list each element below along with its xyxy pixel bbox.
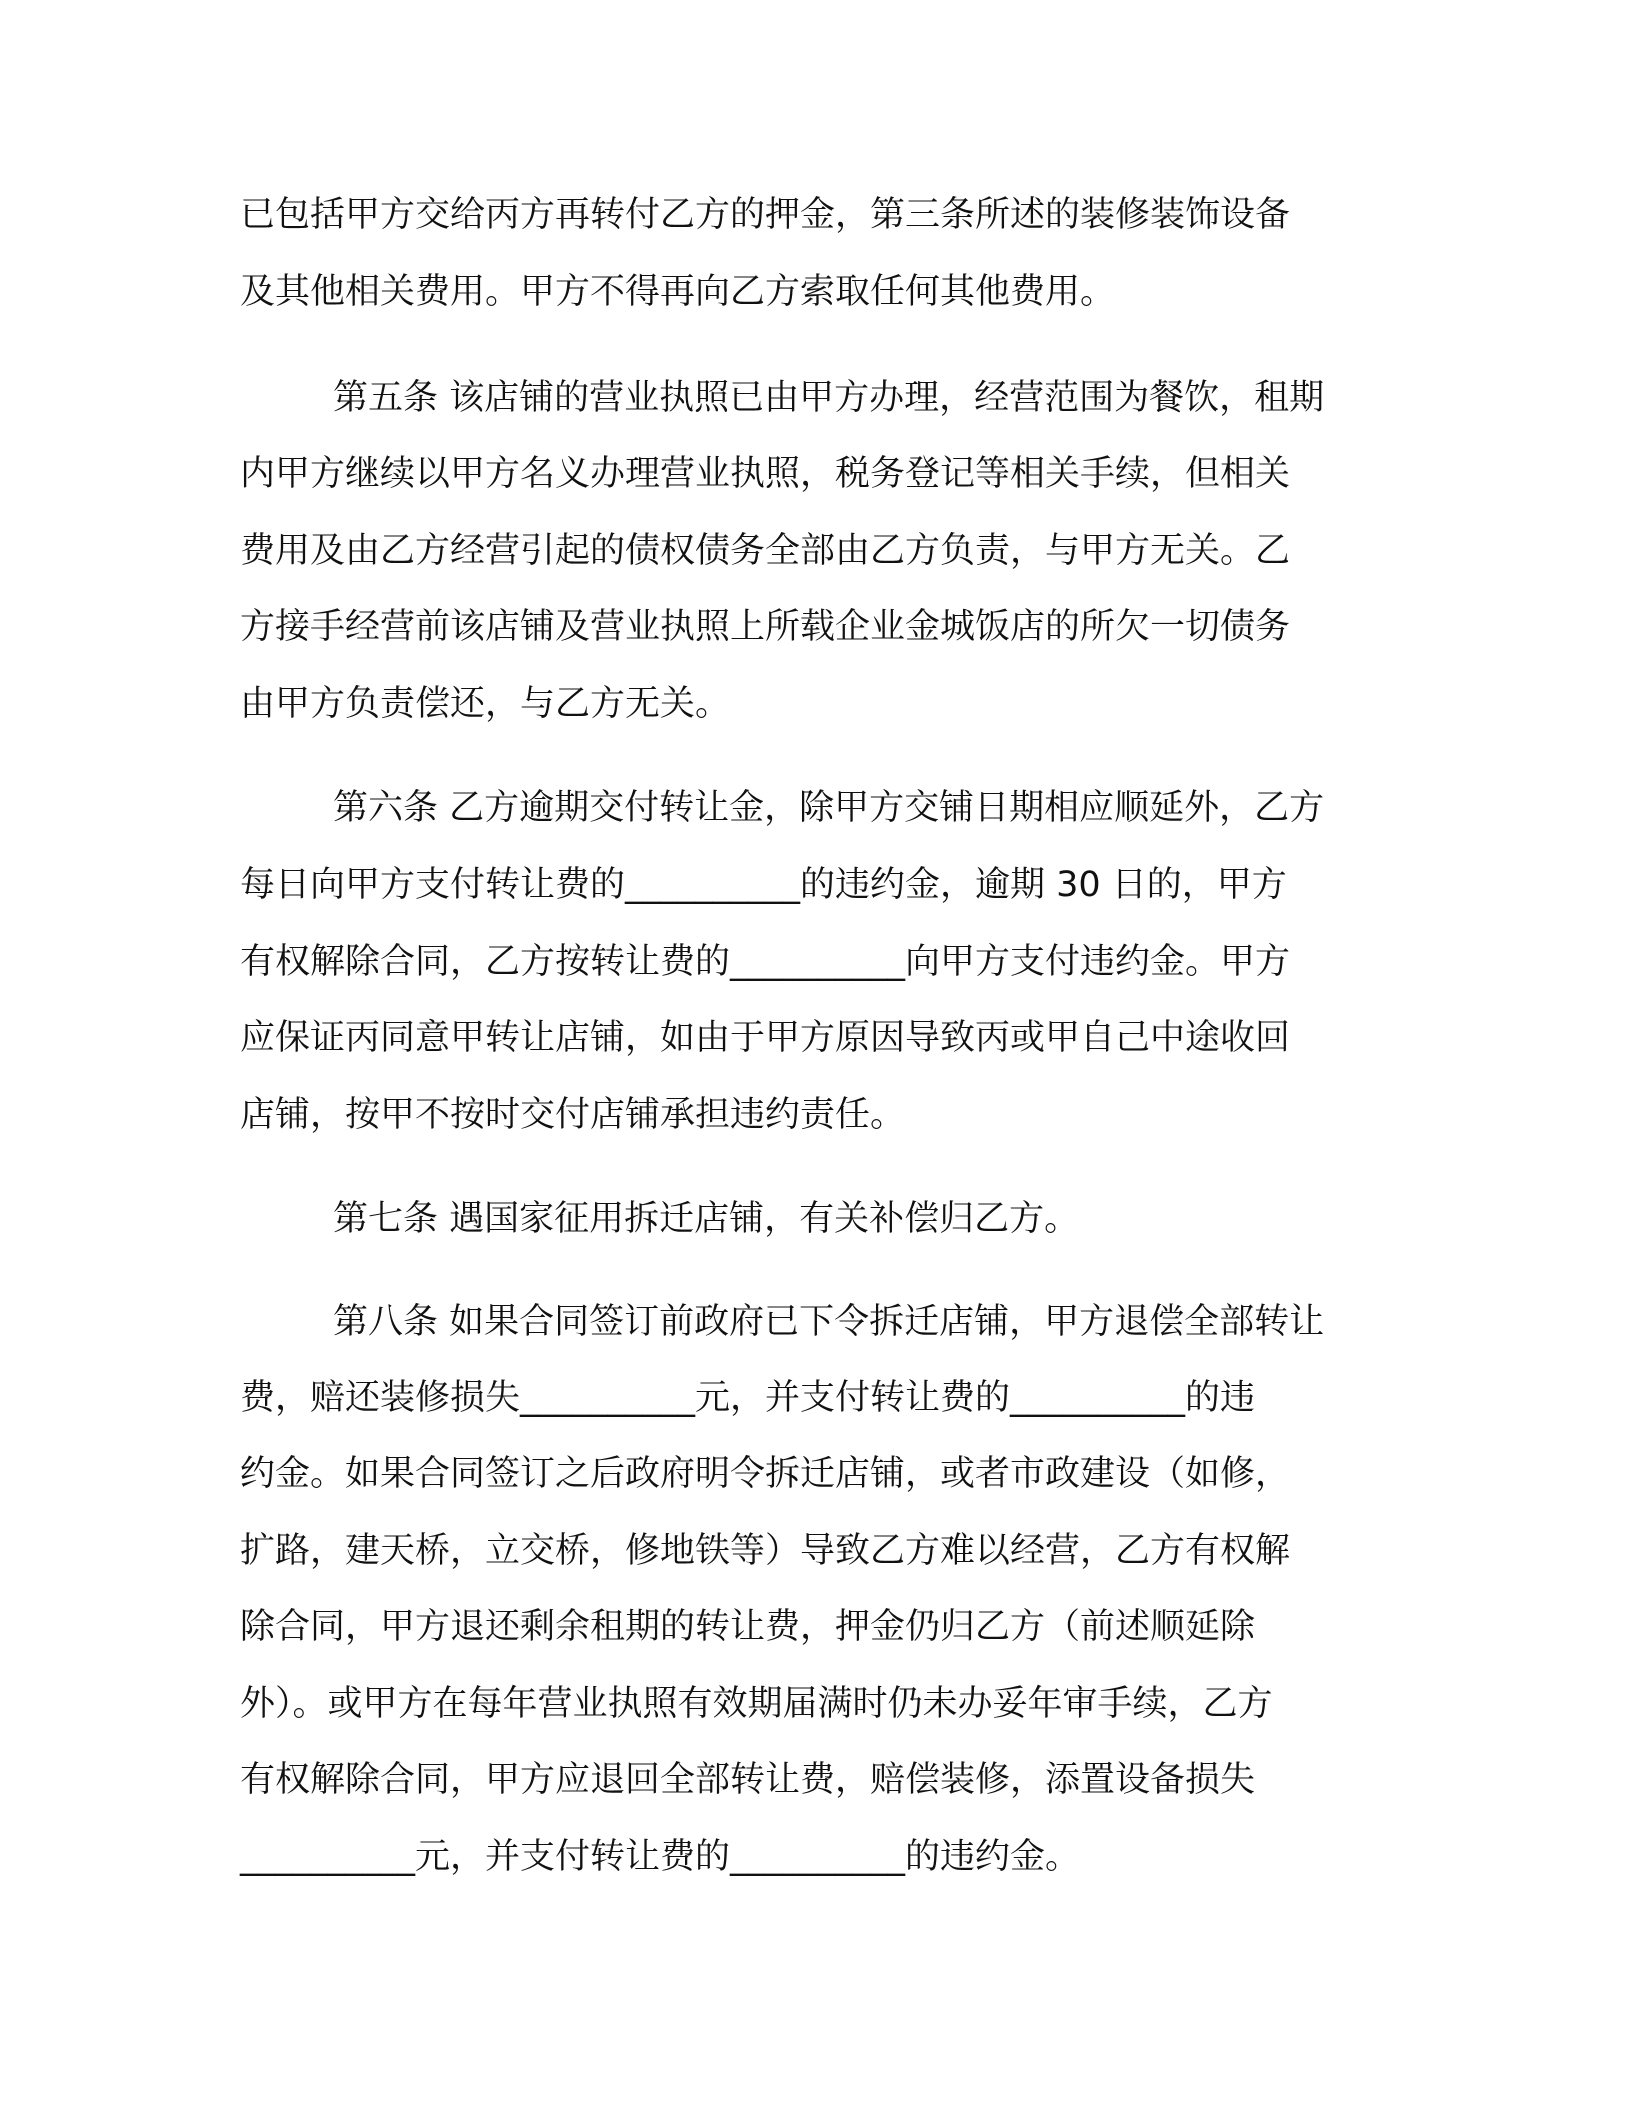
text-line: 及其他相关费用。甲方不得再向乙方索取任何其他费用。 xyxy=(240,272,1116,312)
text-line: 有权解除合同，乙方按转让费的__________向甲方支付违约金。甲方 xyxy=(240,942,1291,982)
text-line: 扩路，建天桥，立交桥，修地铁等）导致乙方难以经营，乙方有权解 xyxy=(240,1531,1291,1571)
text-line: 应保证丙同意甲转让店铺，如由于甲方原因导致丙或甲自己中途收回 xyxy=(240,1018,1291,1058)
article-5-heading-line: 第五条 该店铺的营业执照已由甲方办理，经营范围为餐饮，租期 xyxy=(333,378,1325,418)
text-line: 费用及由乙方经营引起的债权债务全部由乙方负责，与甲方无关。乙 xyxy=(240,531,1291,571)
text-line: 费，赔还装修损失__________元，并支付转让费的__________的违 xyxy=(240,1378,1256,1418)
text-line: 外）。或甲方在每年营业执照有效期届满时仍未办妥年审手续，乙方 xyxy=(240,1684,1273,1724)
text-line: 除合同，甲方退还剩余租期的转让费，押金仍归乙方（前述顺延除 xyxy=(240,1607,1256,1647)
article-6-heading-line: 第六条 乙方逾期交付转让金，除甲方交铺日期相应顺延外，乙方 xyxy=(333,788,1325,828)
text-line: 方接手经营前该店铺及营业执照上所载企业金城饭店的所欠一切债务 xyxy=(240,607,1291,647)
article-7-line: 第七条 遇国家征用拆迁店铺，有关补偿归乙方。 xyxy=(333,1199,1080,1239)
text-line: 约金。如果合同签订之后政府明令拆迁店铺，或者市政建设（如修， xyxy=(240,1454,1291,1494)
text-line: 由甲方负责偿还，与乙方无关。 xyxy=(240,684,731,724)
text-line: 每日向甲方支付转让费的__________的违约金，逾期 30 日的，甲方 xyxy=(240,865,1287,905)
text-line: 内甲方继续以甲方名义办理营业执照，税务登记等相关手续，但相关 xyxy=(240,454,1291,494)
text-line: 有权解除合同，甲方应退回全部转让费，赔偿装修，添置设备损失 xyxy=(240,1760,1256,1800)
text-line: 已包括甲方交给丙方再转付乙方的押金，第三条所述的装修装饰设备 xyxy=(240,195,1291,235)
text-line: __________元，并支付转让费的__________的违约金。 xyxy=(240,1837,1081,1877)
article-8-heading-line: 第八条 如果合同签订前政府已下令拆迁店铺，甲方退偿全部转让 xyxy=(333,1302,1325,1342)
text-line: 店铺，按甲不按时交付店铺承担违约责任。 xyxy=(240,1095,906,1135)
